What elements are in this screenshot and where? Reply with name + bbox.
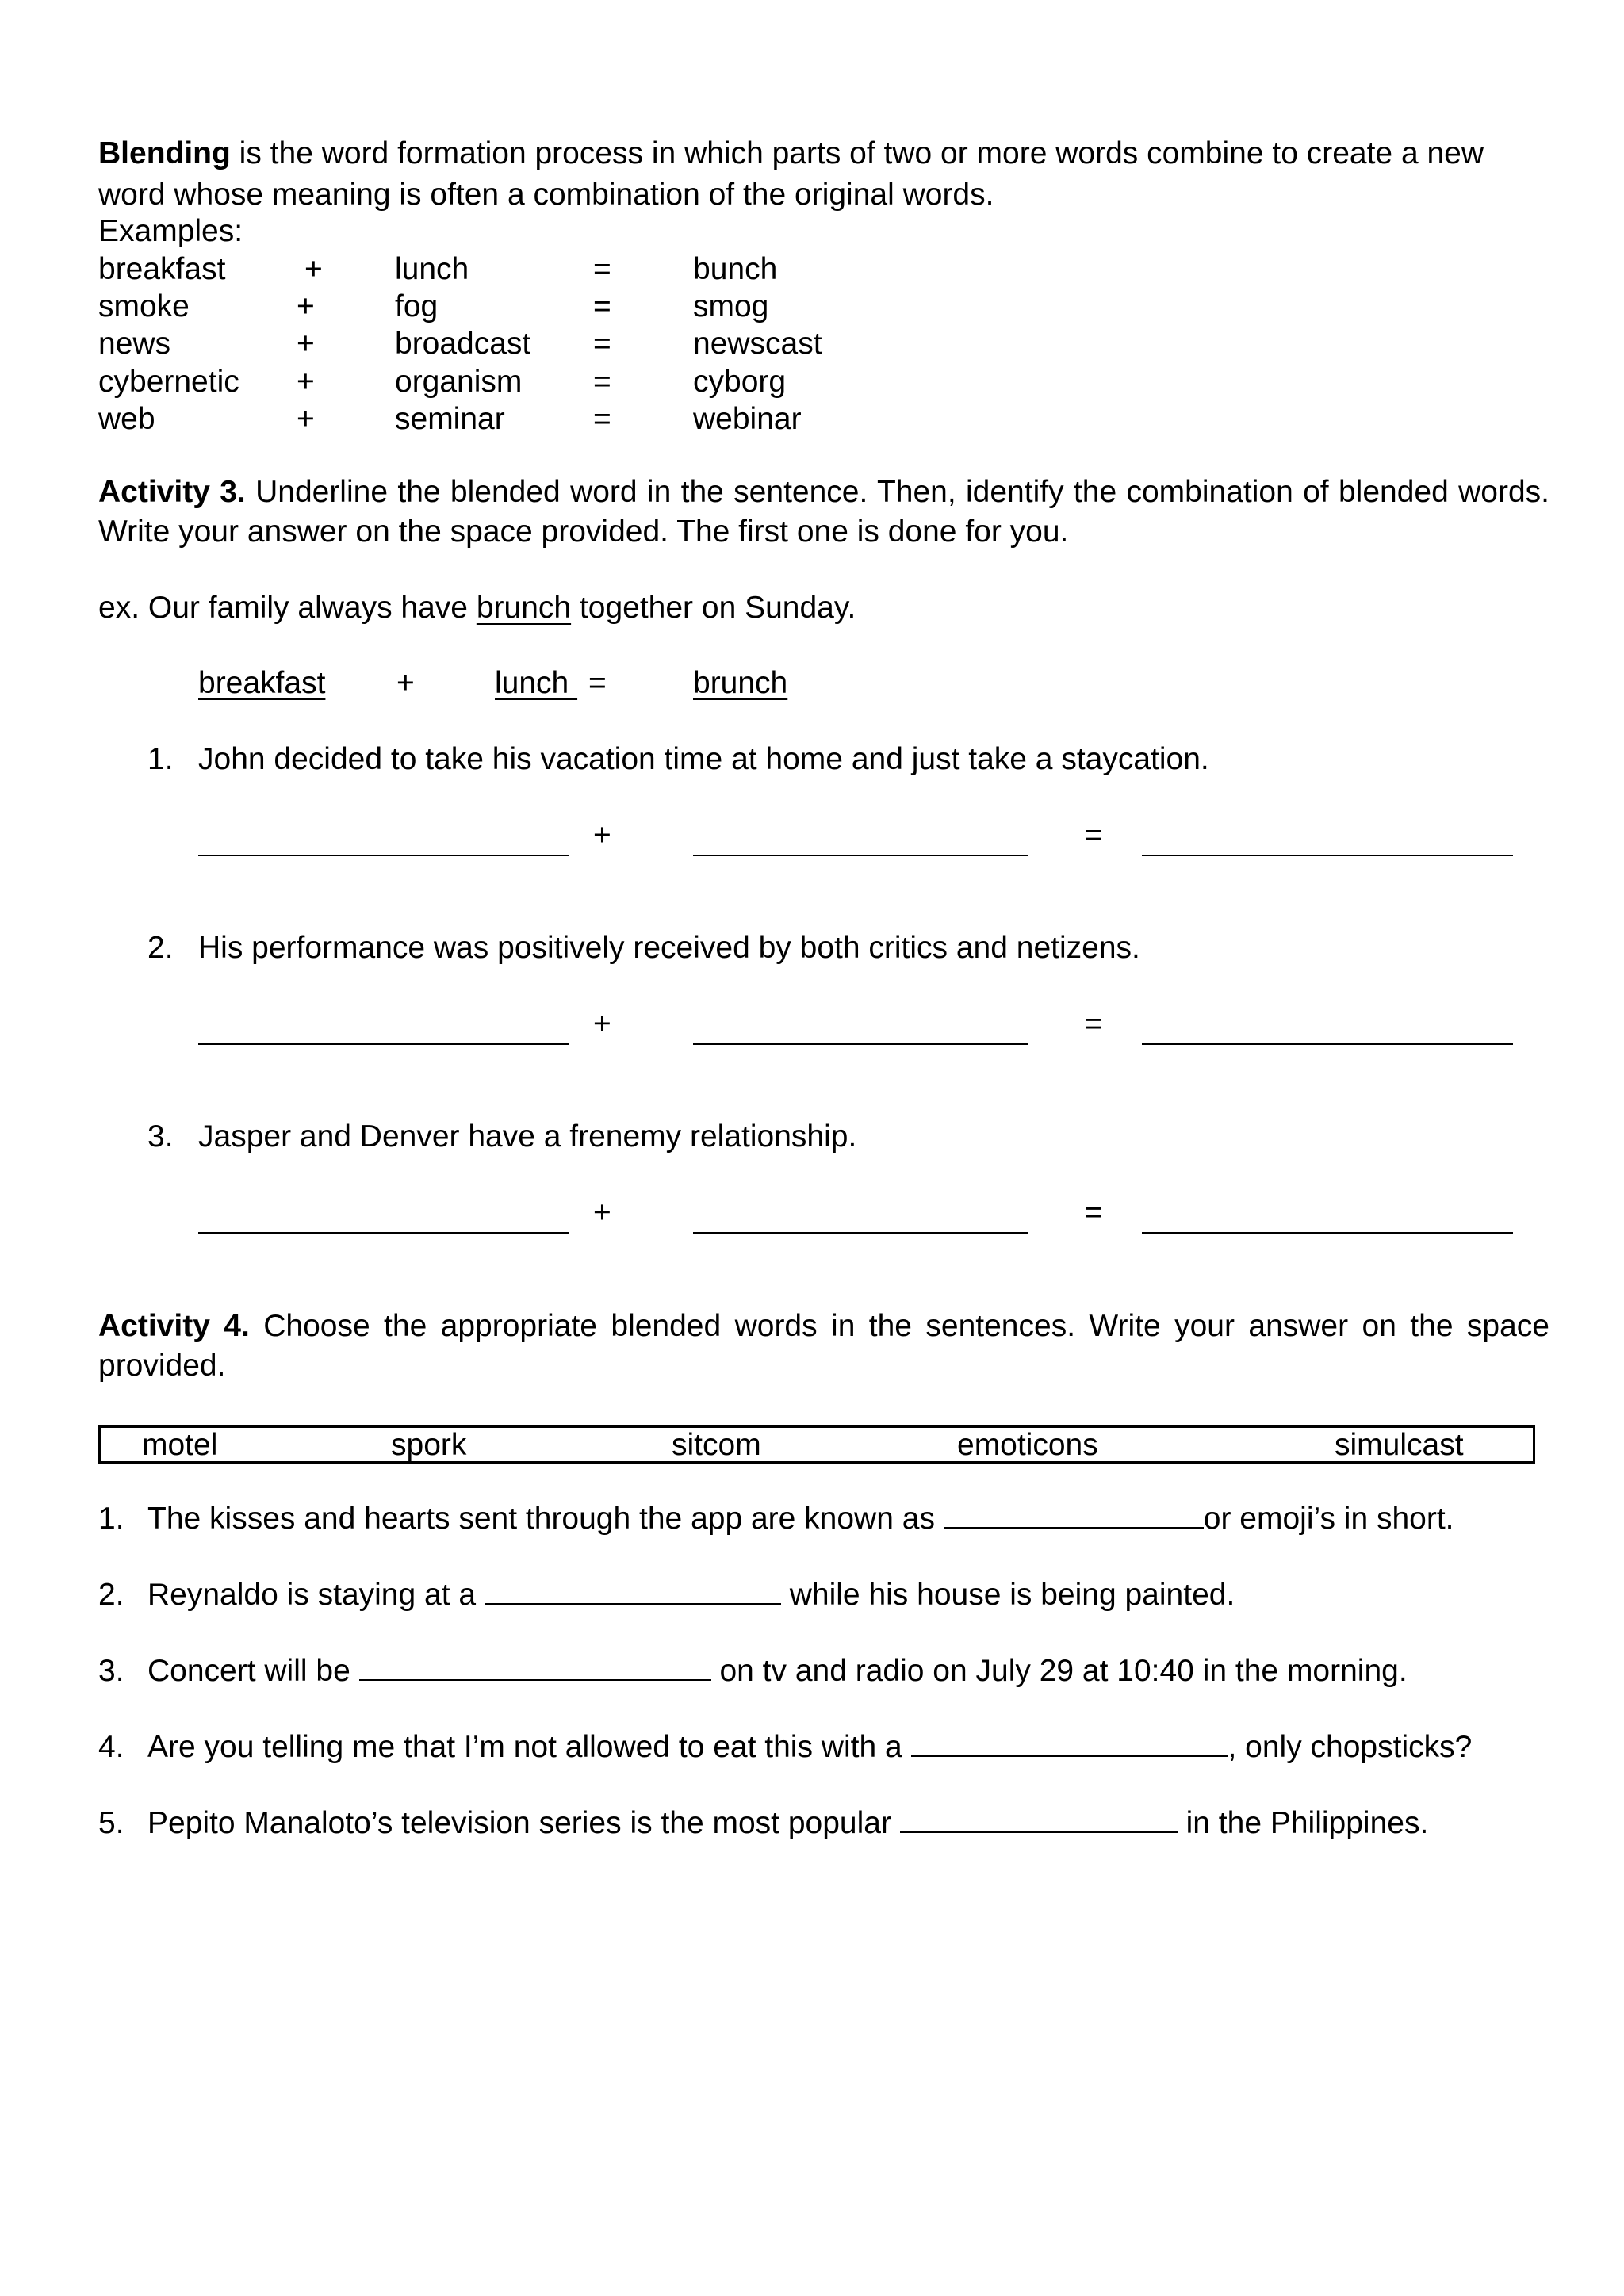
activity4-item [98, 1652, 1408, 1690]
activity4-instructions-text: Choose the appropriate blended words in the sentences. Write your answer on the space provided. [98, 1309, 1549, 1383]
example-answer-result: brunch [693, 666, 788, 700]
example-answer-word-2: lunch [495, 666, 578, 700]
choice-word: spork [391, 1428, 467, 1462]
item-text-before: Reynaldo is staying at a [147, 1578, 485, 1612]
choice-word: simulcast [1335, 1428, 1464, 1462]
item-text-after: or emoji’s in short. [1203, 1502, 1454, 1536]
item-number: 2. [147, 931, 174, 965]
item-number: 1. [98, 1502, 124, 1536]
examples-label: Examples: [98, 214, 243, 248]
item-text-after: , only chopsticks? [1228, 1730, 1473, 1764]
activity4-title: Activity 4. [98, 1309, 250, 1343]
answer-blank-word-1[interactable] [198, 1043, 569, 1045]
example-word-1: news [98, 327, 171, 361]
item-equals: = [1085, 1196, 1103, 1230]
example-result: newscast [693, 327, 822, 361]
activity4-item [98, 1500, 1454, 1538]
example-result: cyborg [693, 365, 787, 399]
answer-blank-result[interactable] [1142, 1043, 1513, 1045]
activity3-instructions [98, 473, 1549, 552]
blending-definition [98, 133, 1549, 216]
example-word-2: lunch [395, 252, 469, 286]
answer-blank-word-1[interactable] [198, 1232, 569, 1234]
item-sentence: His performance was positively received by both critics and netizens. [198, 931, 1140, 965]
item-text-after: while his house is being painted. [780, 1578, 1235, 1612]
example-plus: + [297, 402, 315, 436]
example-plus: + [297, 327, 315, 361]
example-equals: = [593, 365, 611, 399]
answer-blank[interactable] [900, 1831, 1178, 1833]
example-word-2: fog [395, 289, 439, 323]
example-equals: = [593, 402, 611, 436]
item-number: 2. [98, 1578, 124, 1612]
example-equals: = [593, 327, 611, 361]
choice-word: emoticons [957, 1428, 1098, 1462]
example-word-1: cybernetic [98, 365, 239, 399]
example-plus: + [297, 365, 315, 399]
example-answer-word-1: breakfast [198, 666, 326, 700]
example-result: bunch [693, 252, 778, 286]
example-equals: = [593, 252, 611, 286]
answer-blank[interactable] [911, 1755, 1228, 1757]
example-plus: + [304, 252, 323, 286]
item-plus: + [593, 1196, 611, 1230]
activity4-item [98, 1576, 1235, 1614]
example-word-2: broadcast [395, 327, 531, 361]
answer-blank-word-2[interactable] [693, 855, 1028, 856]
example-blended-word: brunch [476, 591, 572, 625]
answer-blank-result[interactable] [1142, 1232, 1513, 1234]
example-result: webinar [693, 402, 802, 436]
item-number: 5. [98, 1806, 124, 1840]
item-number: 1. [147, 742, 174, 776]
item-text-before: Concert will be [147, 1654, 359, 1688]
example-word-1: smoke [98, 289, 190, 323]
choice-word: sitcom [672, 1428, 761, 1462]
blending-term: Blending [98, 136, 231, 170]
item-text-after: in the Philippines. [1177, 1806, 1429, 1840]
item-number: 3. [147, 1119, 174, 1154]
answer-blank[interactable] [359, 1678, 711, 1681]
example-answer-plus: + [396, 666, 415, 700]
example-equals: = [593, 289, 611, 323]
example-word-1: web [98, 402, 155, 436]
item-sentence: Jasper and Denver have a frenemy relationship. [198, 1119, 857, 1154]
example-answer-equals: = [588, 666, 607, 700]
activity4-item [98, 1728, 1472, 1766]
example-plus: + [297, 289, 315, 323]
example-word-1: breakfast [98, 252, 226, 286]
answer-blank[interactable] [485, 1602, 781, 1605]
answer-blank[interactable] [944, 1526, 1204, 1529]
item-text-before: Pepito Manaloto’s television series is the most popular [147, 1806, 900, 1840]
item-text-before: The kisses and hearts sent through the app are known as [147, 1502, 944, 1536]
item-equals: = [1085, 1007, 1103, 1041]
example-word-2: organism [395, 365, 523, 399]
item-number: 3. [98, 1654, 124, 1688]
answer-blank-word-2[interactable] [693, 1043, 1028, 1045]
activity3-instructions-text: Underline the blended word in the sentence. Then, identify the combination of blended words. Write your answer on the space provided. The first one is done for you. [98, 475, 1549, 549]
example-result: smog [693, 289, 769, 323]
item-plus: + [593, 1007, 611, 1041]
item-number: 4. [98, 1730, 124, 1764]
item-text-after: on tv and radio on July 29 at 10:40 in the morning. [710, 1654, 1408, 1688]
blending-definition-text: is the word formation process in which parts of two or more words combine to create a new word whose meaning is often a combination of the original words. [98, 136, 1484, 212]
activity4-instructions [98, 1307, 1549, 1386]
item-equals: = [1085, 818, 1103, 852]
example-word-2: seminar [395, 402, 505, 436]
example-sentence-suffix: together on Sunday. [571, 591, 856, 625]
example-sentence-prefix: ex. Our family always have [98, 591, 477, 625]
answer-blank-word-1[interactable] [198, 855, 569, 856]
choice-word: motel [142, 1428, 218, 1462]
item-sentence: John decided to take his vacation time at home and just take a staycation. [198, 742, 1209, 776]
activity3-title: Activity 3. [98, 475, 246, 509]
activity3-example-sentence [98, 589, 856, 627]
word-choices-box [98, 1425, 1535, 1464]
answer-blank-result[interactable] [1142, 855, 1513, 856]
activity4-item [98, 1804, 1428, 1843]
item-text-before: Are you telling me that I’m not allowed to eat this with a [147, 1730, 911, 1764]
item-plus: + [593, 818, 611, 852]
answer-blank-word-2[interactable] [693, 1232, 1028, 1234]
